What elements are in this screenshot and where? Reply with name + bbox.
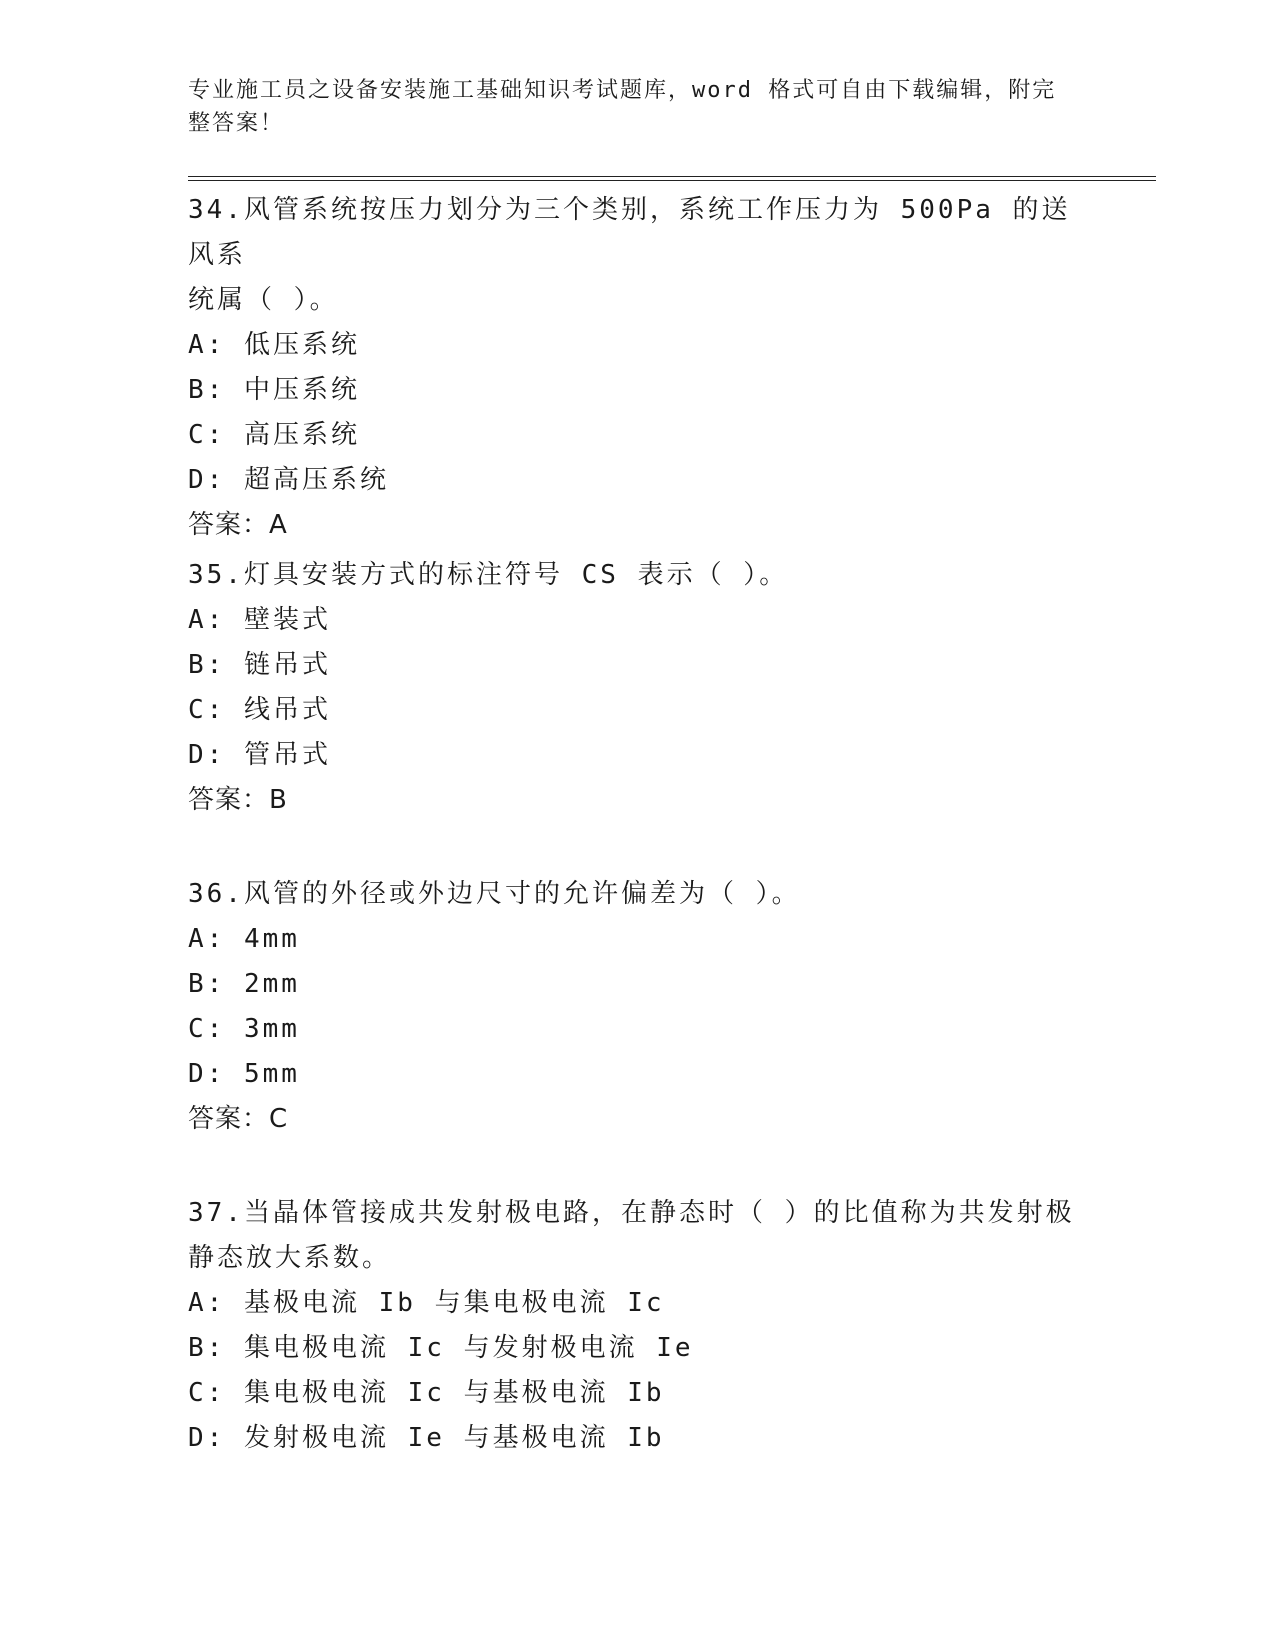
option-b: B: 链吊式 xyxy=(188,650,331,680)
question-text: 35.灯具安装方式的标注符号 CS 表示（ ）。 xyxy=(188,560,789,590)
option-a: A: 基极电流 Ib 与集电极电流 Ic xyxy=(188,1288,665,1318)
option-b: B: 2mm xyxy=(188,969,300,999)
question-text-continued: 统属（ ）。 xyxy=(188,285,339,315)
option-a: A: 壁装式 xyxy=(188,605,331,635)
answer: 答案：A xyxy=(188,510,288,540)
option-d: D: 管吊式 xyxy=(188,740,331,770)
question-text: 34.风管系统按压力划分为三个类别，系统工作压力为 500Pa 的送风系 xyxy=(188,195,1071,270)
option-d: D: 5mm xyxy=(188,1059,300,1089)
answer: 答案：C xyxy=(188,1104,289,1134)
question-text-continued: 静态放大系数。 xyxy=(188,1243,392,1273)
option-b: B: 中压系统 xyxy=(188,375,360,405)
document-header xyxy=(188,74,1068,140)
option-d: D: 超高压系统 xyxy=(188,465,389,495)
header-rule-top xyxy=(188,176,1156,177)
option-c: C: 高压系统 xyxy=(188,420,360,450)
question-35 xyxy=(188,553,1088,823)
header-rule-bottom xyxy=(188,180,1156,181)
answer: 答案：B xyxy=(188,785,288,815)
option-c: C: 集电极电流 Ic 与基极电流 Ib xyxy=(188,1378,665,1408)
option-c: C: 3mm xyxy=(188,1014,300,1044)
question-text: 36.风管的外径或外边尺寸的允许偏差为（ ）。 xyxy=(188,879,801,909)
option-b: B: 集电极电流 Ic 与发射极电流 Ie xyxy=(188,1333,694,1363)
option-c: C: 线吊式 xyxy=(188,695,331,725)
question-text: 37.当晶体管接成共发射极电路，在静态时（ ）的比值称为共发射极 xyxy=(188,1198,1075,1228)
question-34 xyxy=(188,188,1088,548)
question-37 xyxy=(188,1191,1088,1461)
option-a: A: 低压系统 xyxy=(188,330,360,360)
option-a: A: 4mm xyxy=(188,924,300,954)
header-line-2: 整答案！ xyxy=(188,111,285,136)
header-line-1: 专业施工员之设备安装施工基础知识考试题库，word 格式可自由下载编辑，附完 xyxy=(188,78,1057,103)
option-d: D: 发射极电流 Ie 与基极电流 Ib xyxy=(188,1423,665,1453)
question-36 xyxy=(188,872,1088,1142)
